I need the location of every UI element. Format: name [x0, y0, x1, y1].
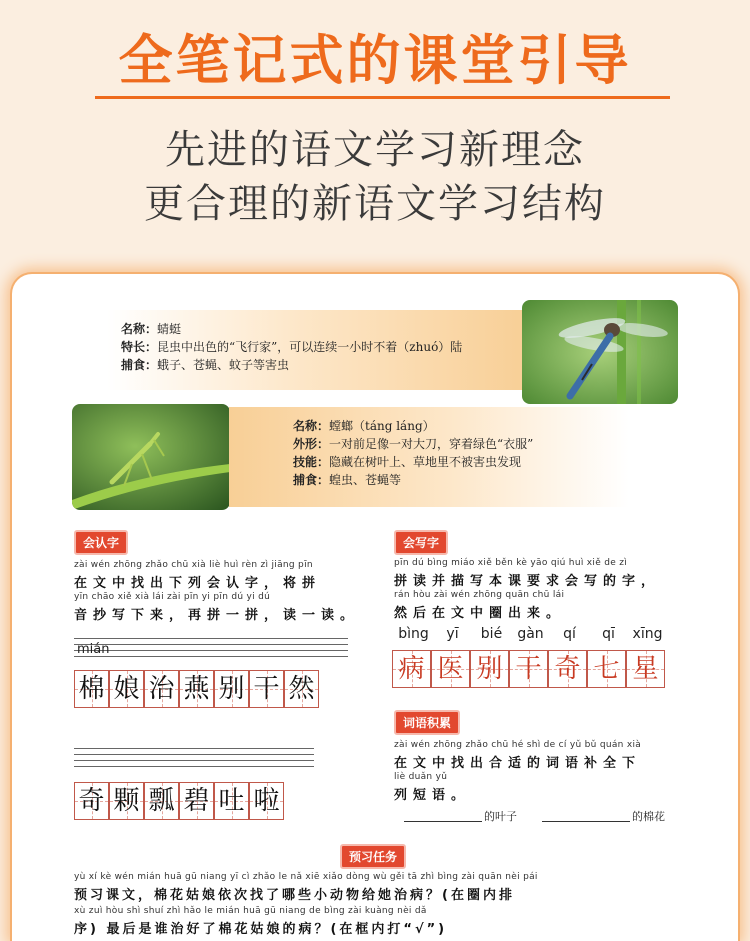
preview-task-tag: 预习任务 — [340, 844, 406, 869]
name-value: 蜻蜓 — [157, 322, 182, 336]
write-instruction-1: 拼读并描写本课要求会写的字， — [394, 574, 661, 589]
shape-label: 外形： — [293, 437, 330, 451]
char-pinyin: gàn — [517, 626, 544, 642]
preview-instruction-2: 序) 最后是谁治好了棉花姑娘的病？(在框内打“√”) — [74, 922, 448, 937]
pinyin-writing-lines-2 — [74, 748, 314, 772]
read-char-row-1 — [74, 670, 319, 708]
trait-value: 昆虫中出色的“飞行家”，可以连续一小时不着（zhuó）陆 — [157, 340, 463, 354]
food-value: 蛾子、苍蝇、蚊子等害虫 — [157, 358, 290, 372]
workbook-page — [10, 272, 740, 941]
food-label: 捕食： — [293, 473, 330, 487]
dragonfly-photo — [522, 300, 678, 404]
char-cell: 医 — [431, 650, 470, 688]
preview-pinyin-1: yù xí kè wén mián huā gū niang yī cì zhǎo le nǎ xiē xiǎo dòng wù gěi tā zhì bìng zài quān nèi pái — [74, 872, 538, 882]
write-instruction-pinyin-2: rán hòu zài wén zhōng quān chū lái — [394, 590, 565, 600]
food-label: 捕食： — [121, 358, 158, 372]
char-cell: 七 — [587, 650, 626, 688]
subtitle-line-1: 先进的语文学习新理念 — [165, 127, 585, 173]
title-underline — [95, 96, 670, 99]
char-cell: 奇 — [548, 650, 587, 688]
char-pinyin: xīng — [632, 626, 663, 642]
read-instruction-1: 在文中找出下列会认字，将拼 — [74, 576, 322, 591]
char-cell: 然 — [284, 670, 319, 708]
mantis-photo — [72, 404, 230, 510]
char-pinyin: bié — [480, 626, 503, 642]
name-label: 名称： — [293, 419, 330, 433]
answer-blank-1[interactable] — [404, 808, 482, 822]
char-cell: 棉 — [74, 670, 109, 708]
char-cell: 颗 — [109, 782, 144, 820]
char-pinyin: yī — [446, 626, 459, 642]
preview-instruction-1: 预习课文，棉花姑娘依次找了哪些小动物给她治病？(在圈内排 — [74, 888, 515, 903]
name-value: 螳螂（táng láng） — [329, 419, 435, 433]
vocab-tag: 词语积累 — [394, 710, 460, 735]
example-pinyin: mián — [77, 642, 110, 657]
char-pinyin: qí — [563, 626, 576, 642]
write-pinyin-row — [394, 626, 667, 642]
preview-pinyin-2: xù zuì hòu shì shuí zhì hǎo le mián huā gū niang de bìng zài kuàng nèi dǎ — [74, 906, 427, 916]
skill-value: 隐藏在树叶上、草地里不被害虫发现 — [329, 455, 522, 469]
read-instruction-pinyin-1: zài wén zhōng zhǎo chū xià liè huì rèn zì jiāng pīn — [74, 560, 313, 570]
phrase-2-suffix: 的棉花 — [632, 810, 665, 823]
char-cell: 别 — [214, 670, 249, 708]
char-cell: 碧 — [179, 782, 214, 820]
char-cell: 干 — [249, 670, 284, 708]
char-cell: 娘 — [109, 670, 144, 708]
dragonfly-info — [107, 310, 527, 390]
name-label: 名称： — [121, 322, 158, 336]
char-cell: 啦 — [249, 782, 284, 820]
char-cell: 燕 — [179, 670, 214, 708]
answer-blank-2[interactable] — [542, 808, 630, 822]
skill-label: 技能： — [293, 455, 330, 469]
vocab-instruction-pinyin-2: liè duǎn yǔ — [394, 772, 448, 782]
phrase-1-suffix: 的叶子 — [484, 810, 517, 823]
page-title: 全笔记式的课堂引导 — [118, 29, 632, 92]
char-cell: 星 — [626, 650, 665, 688]
char-cell: 干 — [509, 650, 548, 688]
write-instruction-pinyin-1: pīn dú bìng miáo xiě běn kè yāo qiú huì xiě de zì — [394, 558, 628, 568]
read-instruction-2: 音抄写下来，再拼一拼，读一读。 — [74, 608, 360, 623]
write-char-row — [392, 650, 665, 688]
char-cell: 奇 — [74, 782, 109, 820]
trait-label: 特长： — [121, 340, 158, 354]
pinyin-writing-lines — [74, 638, 348, 662]
char-cell: 病 — [392, 650, 431, 688]
write-characters-tag: 会写字 — [394, 530, 448, 555]
char-cell: 治 — [144, 670, 179, 708]
read-characters-tag: 会认字 — [74, 530, 128, 555]
char-pinyin: bìng — [398, 626, 429, 642]
vocab-instruction-1: 在文中找出合适的词语补全下 — [394, 756, 642, 771]
char-pinyin: qī — [602, 626, 615, 642]
food-value: 蝗虫、苍蝇等 — [329, 473, 402, 487]
vocab-instruction-2: 列短语。 — [394, 788, 471, 803]
vocab-instruction-pinyin-1: zài wén zhōng zhǎo chū hé shì de cí yǔ bǔ quán xià — [394, 740, 642, 750]
write-instruction-2: 然后在文中圈出来。 — [394, 606, 566, 621]
read-instruction-pinyin-2: yīn chāo xiě xià lái zài pīn yi pīn dú yi dú — [74, 592, 271, 602]
mantis-info — [229, 407, 629, 507]
read-char-row-2 — [74, 782, 284, 820]
shape-value: 一对前足像一对大刀，穿着绿色“衣服” — [329, 437, 534, 451]
char-cell: 别 — [470, 650, 509, 688]
char-cell: 瓢 — [144, 782, 179, 820]
char-cell: 吐 — [214, 782, 249, 820]
subtitle-line-2: 更合理的新语文学习结构 — [144, 181, 606, 227]
